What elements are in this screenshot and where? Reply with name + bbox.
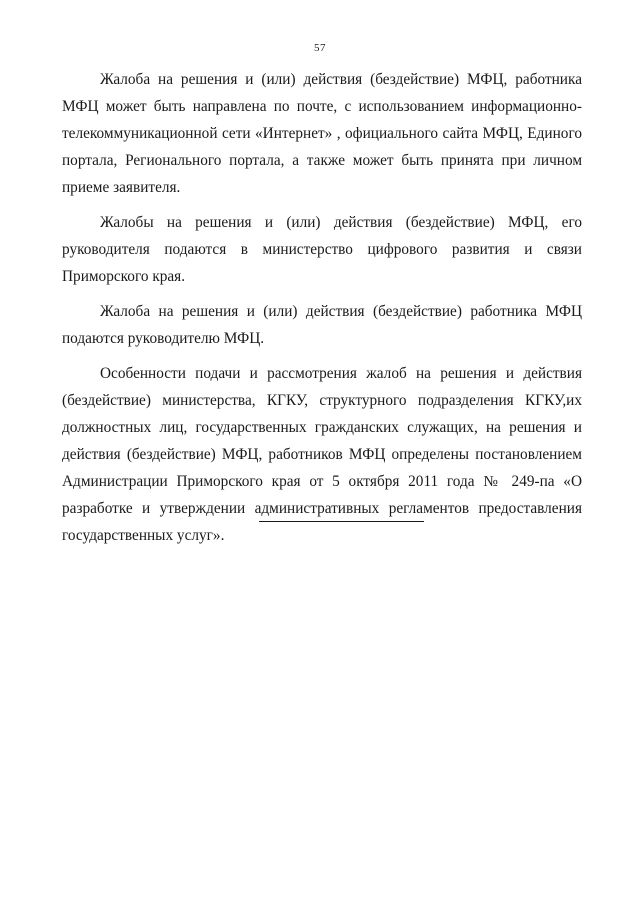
document-body (62, 66, 582, 557)
paragraph-complaint-mfc-employee: Жалоба на решения и (или) действия (бездействие) работника МФЦ подаются руководителю МФЦ. (62, 303, 582, 347)
paragraph-complaint-procedure-regulation: Особенности подачи и рассмотрения жалоб на решения и действия (бездействие) министерства, КГКУ, структурного подразделения КГКУ,их должностных лиц, государственных гражданских служащих, на решения и действия (бездействие) МФЦ, работников МФЦ определены постановлением Администрации Приморского края от 5 октября 2011 года № 249-па «О разработке и утверждении административных регламентов предоставления государственных услуг». (62, 365, 582, 544)
page-number: 57 (314, 42, 326, 54)
paragraph-complaint-submission-channels: Жалоба на решения и (или) действия (бездействие) МФЦ, работника МФЦ может быть направлена по почте, с использованием информационно-телекоммуникационной сети «Интернет» , официального сайта МФЦ, Единого портала, Регионального портала, а также может быть принята при личном приеме заявителя. (62, 71, 582, 196)
closing-separator-line (259, 521, 424, 522)
paragraph-complaint-mfc-head: Жалобы на решения и (или) действия (бездействие) МФЦ, его руководителя подаются в министерство цифрового развития и связи Приморского края. (62, 214, 582, 285)
